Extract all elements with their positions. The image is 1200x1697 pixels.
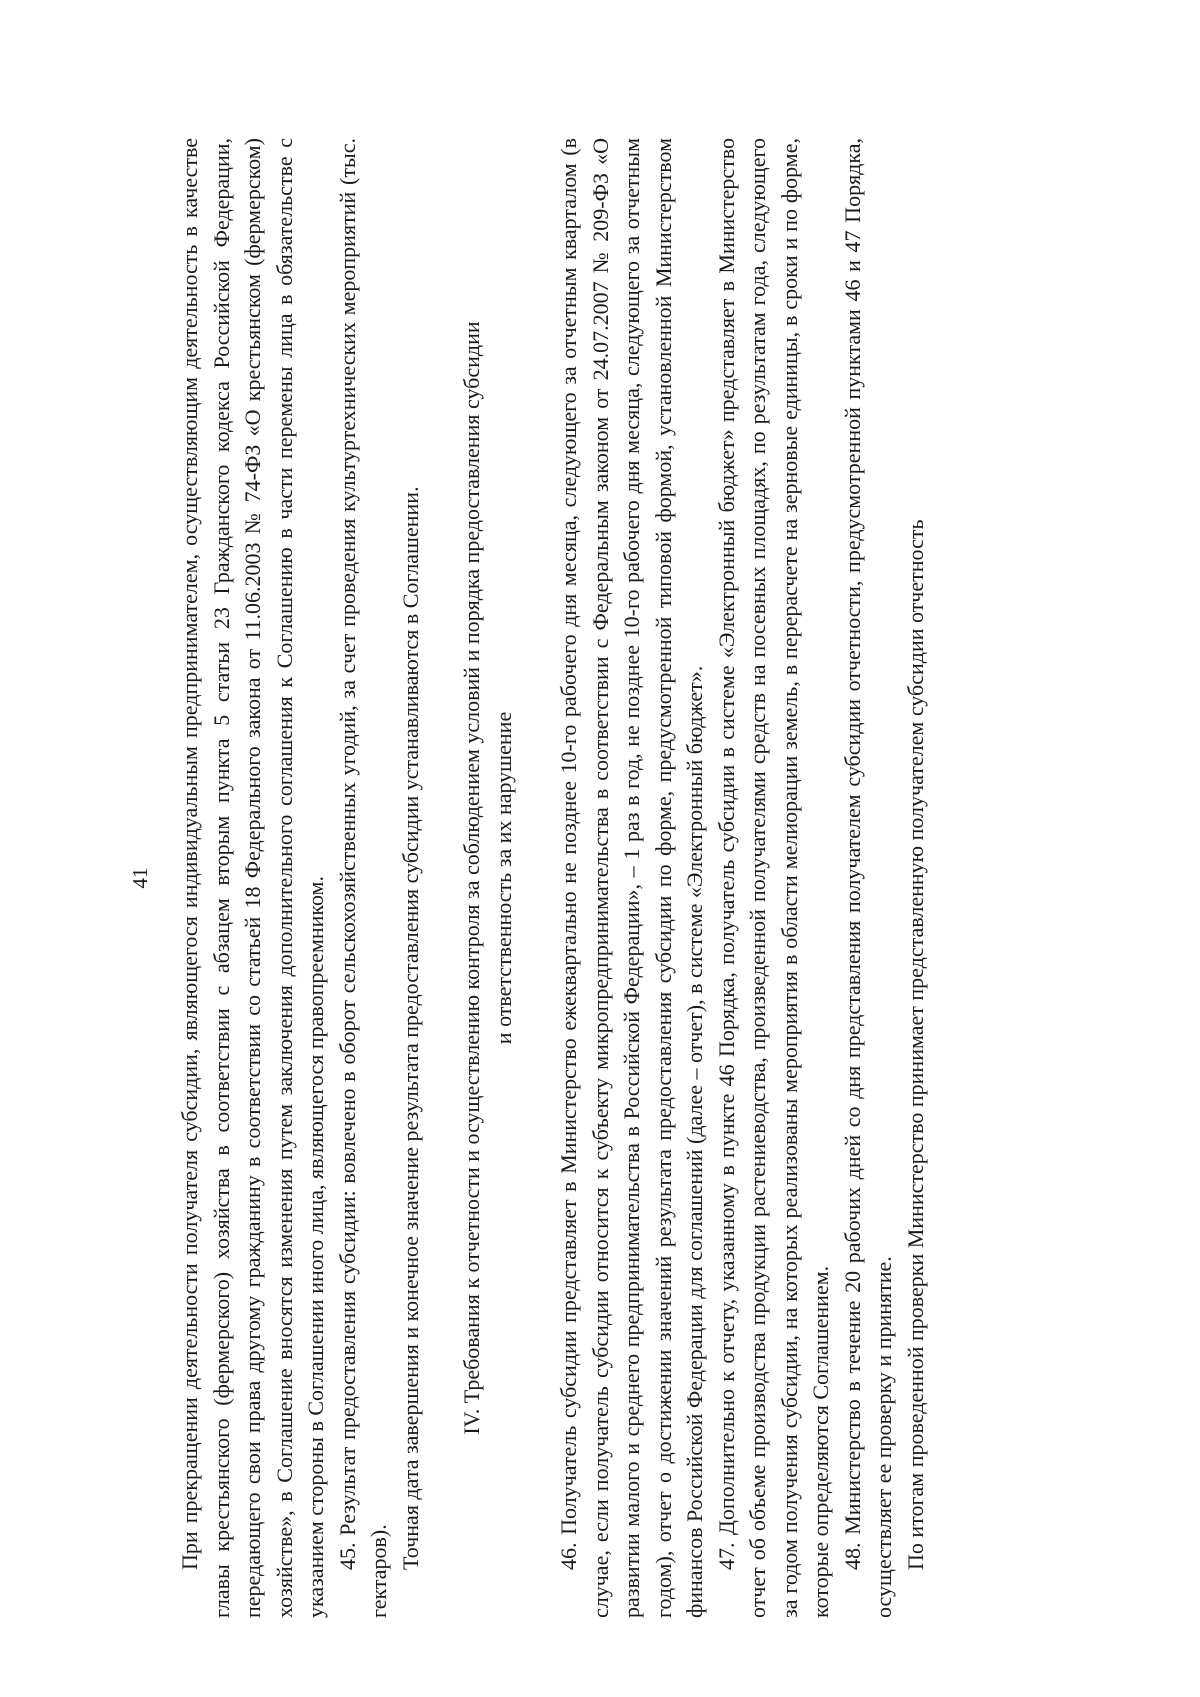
section-heading [456,138,519,1618]
section-heading-line-1: IV. Требования к отчетности и осуществлению контроля за соблюдением условий и порядка предоставления субсидии [459,321,484,1435]
document-page [120,138,1080,1618]
page-number: 41 [128,867,152,889]
paragraph-termination: При прекращении деятельности получателя субсидии, являющегося индивидуальным предпринимателем, осуществляющим деятельность в качестве главы крестьянского (фермерского) хозяйства в соответствии с абзацем вторым пункта 5 статьи 23 Гражданского кодекса Российской Федерации, передающего свои права другому гражданину в соответствии со статьей 18 Федерального закона от 11.06.2003 № 74-ФЗ «О крестьянском (фермерском) хозяйстве», в Соглашение вносятся изменения путем заключения дополнительного соглашения к Соглашению в части перемены лица в обязательстве с указанием стороны в Соглашении иного лица, являющегося правопреемником. [177,138,328,1618]
paragraph-46: 46. Получатель субсидии представляет в Министерство ежеквартально не позднее 10-го рабочего дня месяца, следующего за отчетным кварталом (в случае, если получатель субсидии относится к субъекту микропредпринимательства в соответствии с Федеральным законом от 24.07.2007 № 209-ФЗ «О развитии малого и среднего предпринимательства в Российской Федерации», – 1 раз в год, не позднее 10-го рабочего дня месяца, следующего за отчетным годом), отчет о достижении значений результата предоставления субсидии по форме, предусмотренной типовой формой, установленной Министерством финансов Российской Федерации для соглашений (далее – отчет), в системе «Электронный бюджет». [556,138,707,1618]
paragraph-45: 45. Результат предоставления субсидии: вовлечено в оборот сельскохозяйственных угодий, за счет проведения культуртехнических мероприятий (тыс. гектаров). [334,138,391,1618]
paragraph-verification: По итогам проведенной проверки Министерство принимает представленную получателем субсидии отчетность [902,519,928,1570]
paragraph-48: 48. Министерство в течение 20 рабочих дней со дня представления получателем субсидии отчетности, предусмотренной пунктами 46 и 47 Порядка, осуществляет ее проверку и принятие. [839,138,896,1618]
paragraph-47: 47. Дополнительно к отчету, указанному в пункте 46 Порядка, получатель субсидии в системе «Электронный бюджет» представляет в Министерство отчет об объеме производства продукции растениеводства, произведенной получателями средств на посевных площадях, по результатам года, следующего за годом получения субсидии, на которых реализованы мероприятия в области мелиорации земель, в перерасчете на зерновые единицы, в сроки и по форме, которые определяются Соглашением. [713,138,833,1618]
section-heading-line-2: и ответственность за их нарушение [490,711,516,1045]
paragraph-result-date: Точная дата завершения и конечное значение результата предоставления субсидии устанавливаются в Соглашении. [397,486,423,1570]
